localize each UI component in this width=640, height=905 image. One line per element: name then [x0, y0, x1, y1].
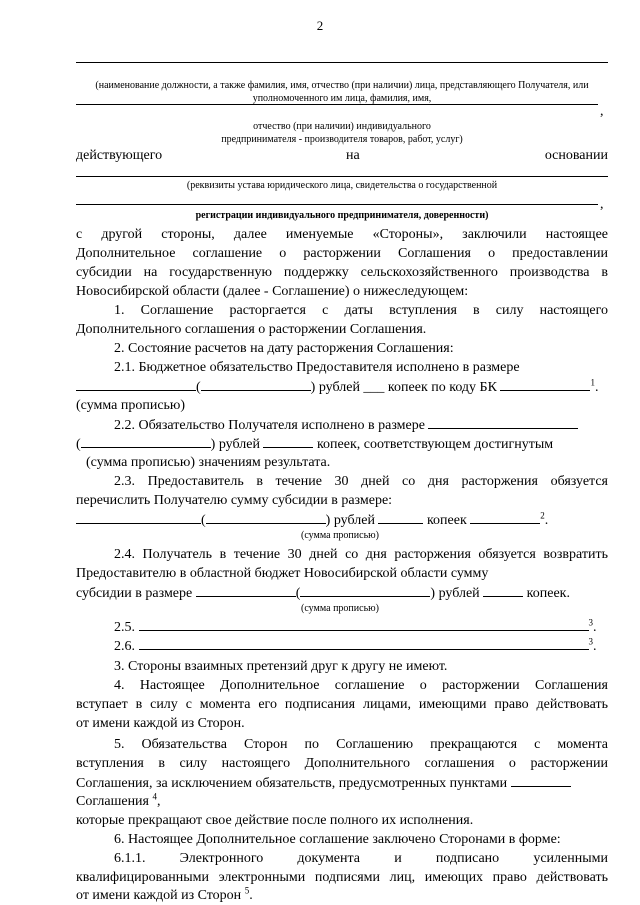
clause-6-1-1-line-1: 6.1.1. Электронного документа и подписано усиленными [114, 851, 608, 866]
acting-word: действующего [76, 148, 163, 163]
amount-blank[interactable] [76, 511, 201, 524]
extra-blank[interactable] [470, 511, 540, 524]
clause-2-5-number: 2.5. [114, 620, 135, 635]
page-number: 2 [316, 18, 324, 33]
amount-caption: (сумма прописью) [301, 603, 379, 614]
basis-line-2 [76, 204, 598, 205]
clause-2-1-line-2 [76, 378, 608, 397]
basis-caption: (реквизиты устава юридического лица, свидетельства о государственной [186, 180, 498, 191]
kopecks-blank[interactable] [483, 584, 523, 597]
kopecks-blank[interactable] [263, 435, 313, 448]
footnote-3: 3 [588, 636, 593, 647]
clause-6-1-1-line-2: квалифицированными электронными подписями лиц, имеющих право действовать [76, 870, 608, 885]
clause-2-6-number: 2.6. [114, 639, 135, 654]
clause-2-2-text: 2.2. Обязательство Получателя исполнено в размере [114, 418, 425, 433]
clause-6-1-1-text: от имени каждой из Сторон [76, 888, 242, 903]
clause-2-2-line-3: (сумма прописью) значениям результата. [86, 455, 331, 470]
intro-line-1: с другой стороны, далее именуемые «Стороны», заключили настоящее [76, 227, 608, 242]
representative-caption-2: уполномоченного им лица, фамилия, имя, [252, 93, 432, 104]
clause-2-3-line-3 [76, 511, 608, 530]
clause-1-line-2: Дополнительного соглашения о расторжении Соглашения. [76, 322, 427, 337]
footnote-1: 1 [590, 377, 595, 388]
paren-open: ( [76, 437, 81, 452]
clause-5-line-5: которые прекращают свое действие после полного их исполнения. [76, 813, 474, 828]
footnote-2: 2 [540, 510, 545, 521]
footnote-4: 4 [152, 791, 157, 802]
footnote-5: 5 [244, 885, 250, 896]
clause-5-line-4: Соглашения $^4$, [76, 791, 161, 809]
clause-2-4-line-1: 2.4. Получатель в течение 30 дней со дня расторжения обязуется возвратить [114, 547, 608, 562]
amount-words-blank[interactable] [81, 435, 211, 448]
kopecks-amount-blank[interactable] [378, 511, 423, 524]
amount-blank[interactable] [428, 416, 578, 429]
clause-2-4-text: субсидии в размере [76, 586, 193, 601]
basis-line [76, 176, 608, 177]
kopecks-label: копеек [426, 513, 467, 528]
clause-4-line-2: вступает в силу с момента его подписания лицами, имеющими право действовать [76, 697, 608, 712]
representative-line-2 [76, 104, 598, 105]
clause-2-1-text: ) рублей ___ копеек по коду БК [310, 380, 497, 395]
amount-words-blank[interactable] [201, 378, 311, 391]
clause-4-line-3: от имени каждой из Сторон. [76, 716, 245, 731]
clauses-blank[interactable] [511, 774, 571, 787]
paren-open: ( [295, 586, 301, 601]
clause-2-2-text-2: копеек, соответствующем достигнутым [316, 437, 554, 452]
clause-2-3-line-2: перечислить Получателю сумму субсидии в размере: [76, 493, 393, 508]
on-word: на [346, 148, 360, 163]
representative-caption-1: (наименование должности, а также фамилия, имя, отчество (при наличии) лица, представляющего Получателя, или [95, 80, 589, 91]
clause-5-line-2: вступления в силу настоящего Дополнительного соглашения о расторжении [76, 756, 608, 771]
bk-code-blank[interactable] [500, 378, 590, 391]
basis-word: основании [544, 148, 608, 163]
clause-5-line-1: 5. Обязательства Сторон по Соглашению прекращаются с момента [114, 737, 608, 752]
clause-1-line-1: 1. Соглашение расторгается с даты вступления в силу настоящего [114, 303, 608, 318]
paren-open: ( [201, 513, 206, 528]
kopecks-label: копеек. [526, 586, 570, 601]
clause-2: 2. Состояние расчетов на дату расторжения Соглашения: [114, 341, 454, 356]
amount-words-blank[interactable] [206, 511, 326, 524]
comma: , [600, 104, 604, 119]
clause-6-1-1-line-3: от имени каждой из Сторон $^5$. [76, 885, 253, 903]
clause-2-2-line-2 [76, 435, 608, 454]
clause-4-line-1: 4. Настоящее Дополнительное соглашение о расторжении Соглашения [114, 678, 608, 693]
clause-2-5: 2.5. $^3$. [114, 617, 597, 635]
clause-5-line-3 [76, 774, 608, 793]
intro-line-3: субсидии на государственную поддержку сельскохозяйственного производства в [76, 265, 608, 280]
clause-2-1-line-3: (сумма прописью) [76, 398, 186, 413]
comma-2: , [600, 197, 604, 212]
rubles-label: ) рублей [430, 586, 480, 601]
clause-2-6-blank[interactable] [139, 637, 589, 650]
period: . [544, 513, 549, 528]
entrepreneur-caption-2: предпринимателя - производителя товаров, работ, услуг) [221, 134, 463, 145]
representative-line [76, 62, 608, 63]
amount-blank[interactable] [196, 584, 296, 597]
agreement-word: Соглашения [76, 794, 149, 809]
amount-words-blank[interactable] [300, 584, 430, 597]
period: . [594, 380, 599, 395]
intro-line-2: Дополнительное соглашение о расторжении Соглашения о предоставлении [76, 246, 608, 261]
clause-2-2-line-1 [76, 416, 608, 435]
clause-6: 6. Настоящее Дополнительное соглашение заключено Сторонами в форме: [114, 832, 561, 847]
clause-3: 3. Стороны взаимных претензий друг к другу не имеют. [114, 659, 448, 674]
clause-2-3-line-1: 2.3. Предоставитель в течение 30 дней со дня расторжения обязуется [114, 474, 608, 489]
rubles-label: ) рублей [210, 437, 260, 452]
intro-line-4: Новосибирской области (далее - Соглашение) о нижеследующем: [76, 284, 469, 299]
footnote-3: 3 [588, 617, 593, 628]
clause-2-4-line-2: Предоставителю в областной бюджет Новосибирской области сумму [76, 566, 489, 581]
clause-2-6: 2.6. $^3$. [114, 636, 597, 654]
clause-5-text: Соглашения, за исключением обязательств, предусмотренных пунктами [76, 776, 508, 791]
paren-open: ( [196, 380, 201, 395]
registration-caption: регистрации индивидуального предпринимателя, доверенности) [195, 210, 489, 221]
clause-2-1-line-1: 2.1. Бюджетное обязательство Предоставителя исполнено в размере [114, 360, 520, 375]
amount-caption: (сумма прописью) [301, 530, 379, 541]
entrepreneur-caption-1: отчество (при наличии) индивидуального [253, 121, 431, 132]
clause-2-4-line-3 [76, 584, 608, 603]
amount-blank[interactable] [76, 378, 196, 391]
rubles-label: ) рублей [325, 513, 375, 528]
clause-2-5-blank[interactable] [139, 618, 589, 631]
